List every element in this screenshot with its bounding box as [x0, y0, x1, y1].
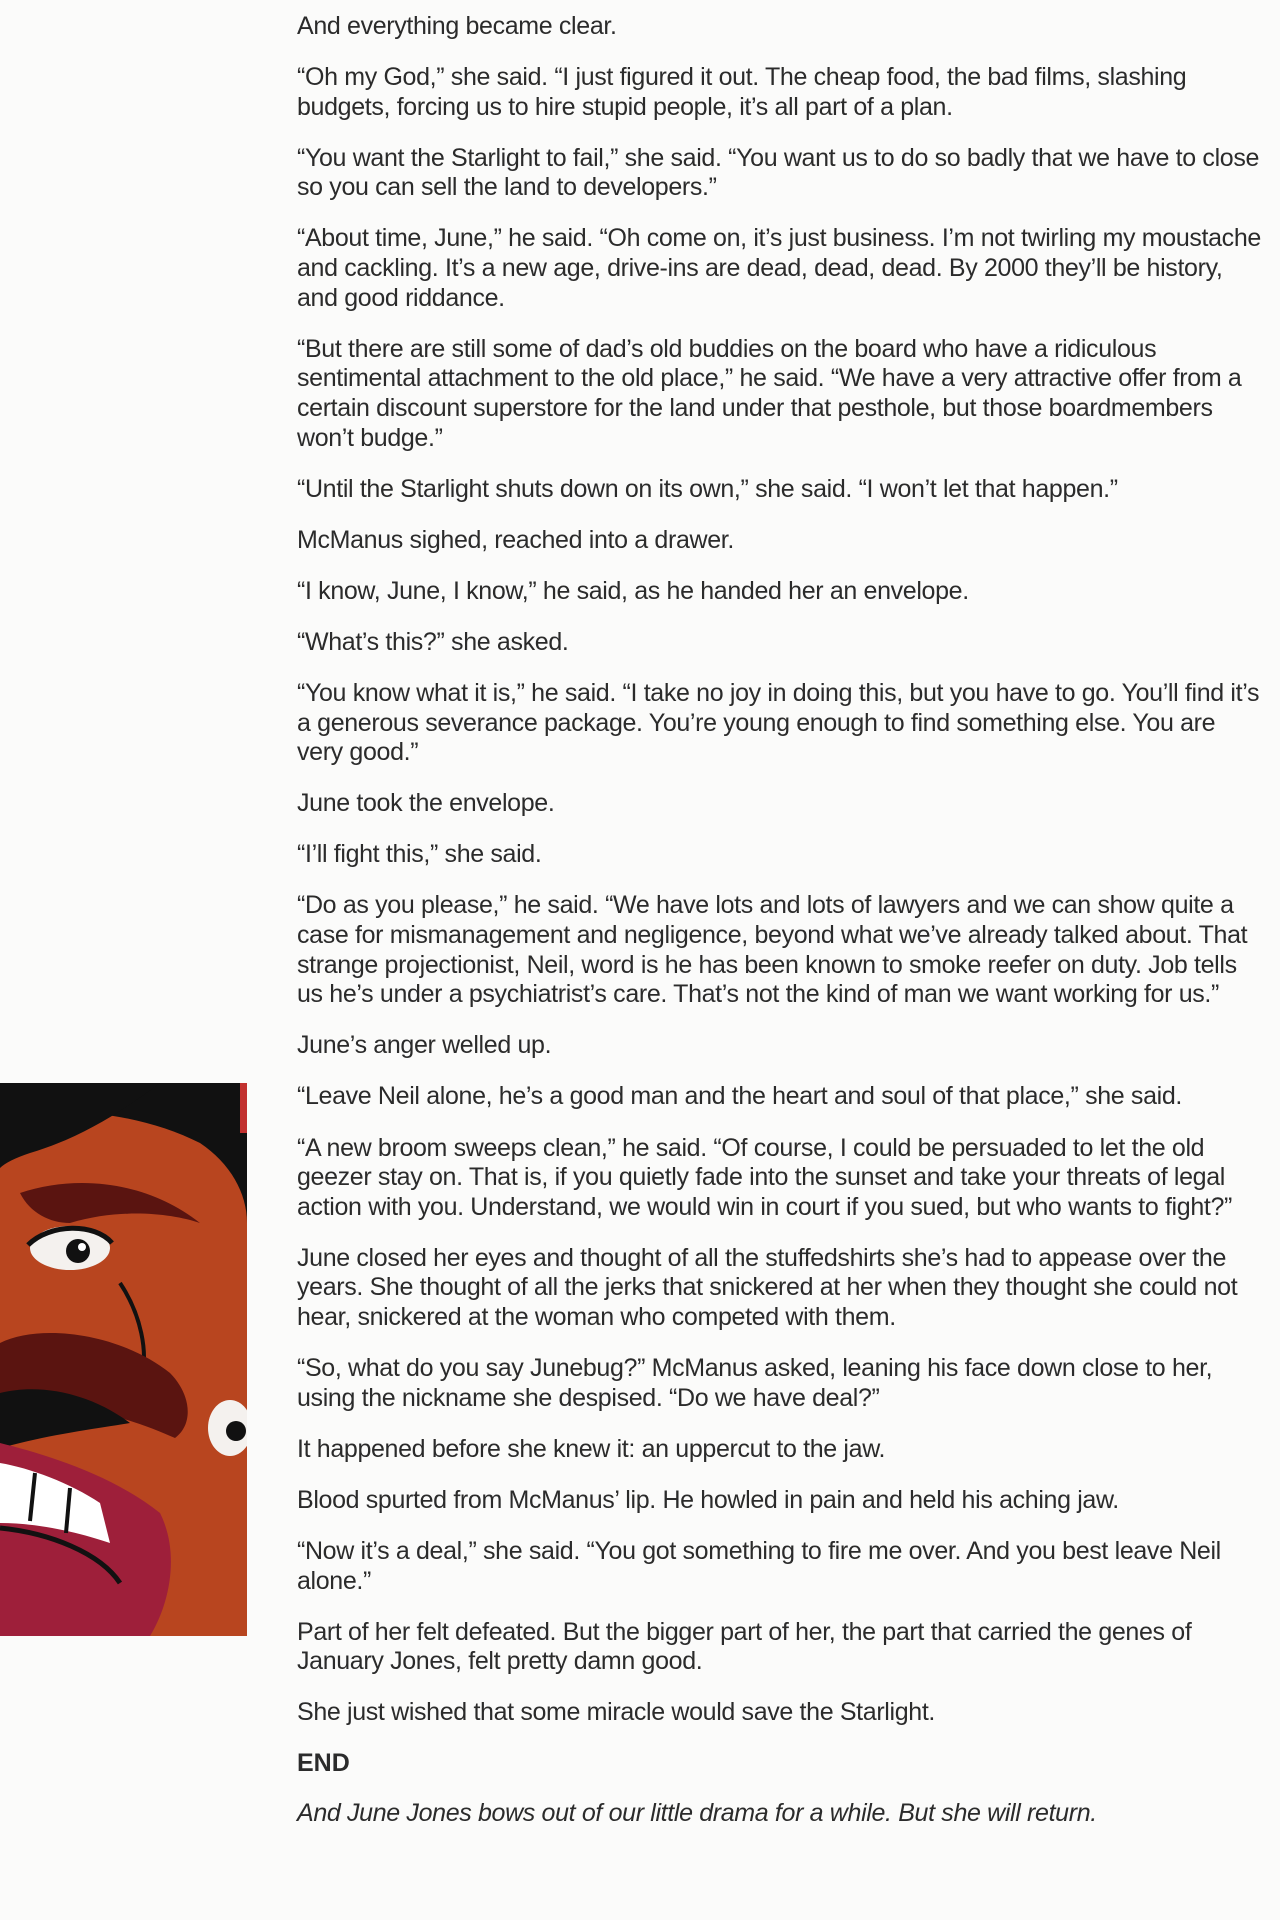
story-paragraph: She just wished that some miracle would save the Starlight.: [297, 1698, 936, 1727]
story-paragraph: It happened before she knew it: an uppercut to the jaw.: [297, 1434, 886, 1463]
story-paragraph: “What’s this?” she asked.: [297, 627, 569, 656]
story-paragraph: Blood spurted from McManus’ lip. He howled in pain and held his aching jaw.: [297, 1485, 1119, 1514]
story-paragraph: “Leave Neil alone, he’s a good man and the heart and soul of that place,” she said.: [297, 1082, 1182, 1111]
face-closeup-art: [0, 1083, 247, 1636]
story-paragraph: “About time, June,” he said. “Oh come on, it’s just business. I’m not twirling my moustache and cackling. It’s a new age, drive-ins are dead, dead, dead. By 2000 they’ll be history, and good riddance.: [297, 224, 1261, 312]
story-paragraph: Part of her felt defeated. But the bigger part of her, the part that carried the genes of January Jones, felt pretty damn good.: [297, 1617, 1192, 1676]
story-paragraph: “I know, June, I know,” he said, as he handed her an envelope.: [297, 576, 969, 605]
story-paragraph: June took the envelope.: [297, 789, 555, 818]
story-paragraph: “I’ll fight this,” she said.: [297, 840, 542, 869]
coda-note: And June Jones bows out of our little drama for a while. But she will return.: [297, 1799, 1097, 1828]
story-paragraph: “A new broom sweeps clean,” he said. “Of course, I could be persuaded to let the old geezer stay on. That is, if you quietly fade into the sunset and take your threats of legal action with you. Understand, we would win in court if you sued, but who wants to fight?”: [297, 1133, 1232, 1221]
story-paragraph: “Until the Starlight shuts down on its own,” she said. “I won’t let that happen.”: [297, 474, 1118, 503]
pupil-left: [66, 1239, 90, 1263]
story-paragraph: “Now it’s a deal,” she said. “You got something to fire me over. And you best leave Neil alone.”: [297, 1536, 1221, 1595]
comic-illustration: [0, 1083, 247, 1636]
pupil-left-highlight: [78, 1243, 86, 1251]
story-text: [297, 12, 1265, 1850]
story-paragraph: “You know what it is,” he said. “I take no joy in doing this, but you have to go. You’ll find it’s a generous severance package. You’re young enough to find something else. You are very good.”: [297, 679, 1260, 767]
pupil-right: [226, 1421, 246, 1441]
story-paragraph: “Oh my God,” she said. “I just figured it out. The cheap food, the bad films, slashing budgets, forcing us to hire stupid people, it’s all part of a plan.: [297, 63, 1187, 121]
story-paragraph: “So, what do you say Junebug?” McManus asked, leaning his face down close to her, using the nickname she despised. “Do we have deal?”: [297, 1354, 1213, 1412]
art-edge-red: [240, 1083, 247, 1133]
story-paragraph: McManus sighed, reached into a drawer.: [297, 525, 734, 554]
story-paragraph: June closed her eyes and thought of all the stuffedshirts she’s had to appease over the years. She thought of all the jerks that snickered at her when they thought she could not hear, snickered at the woman who competed with them.: [297, 1243, 1238, 1331]
story-paragraph: And everything became clear.: [297, 12, 617, 40]
story-paragraph: June’s anger welled up.: [297, 1031, 552, 1060]
story-paragraph: “You want the Starlight to fail,” she said. “You want us to do so badly that we have to close so you can sell the land to developers.”: [297, 143, 1260, 202]
story-paragraph: “Do as you please,” he said. “We have lots and lots of lawyers and we can show quite a case for mismanagement and negligence, beyond what we’ve already talked about. That strange projectionist, Neil, word is he has been known to smoke reefer on duty. Job tells us he’s under a psychiatrist’s care. That’s not the kind of man we want working for us.”: [297, 891, 1248, 1009]
story-paragraph: “But there are still some of dad’s old buddies on the board who have a ridiculous sentimental attachment to the old place,” he said. “We have a very attractive offer from a certain discount superstore for the land under that pesthole, but those boardmembers won’t budge.”: [297, 334, 1242, 452]
end-heading: END: [297, 1749, 350, 1778]
